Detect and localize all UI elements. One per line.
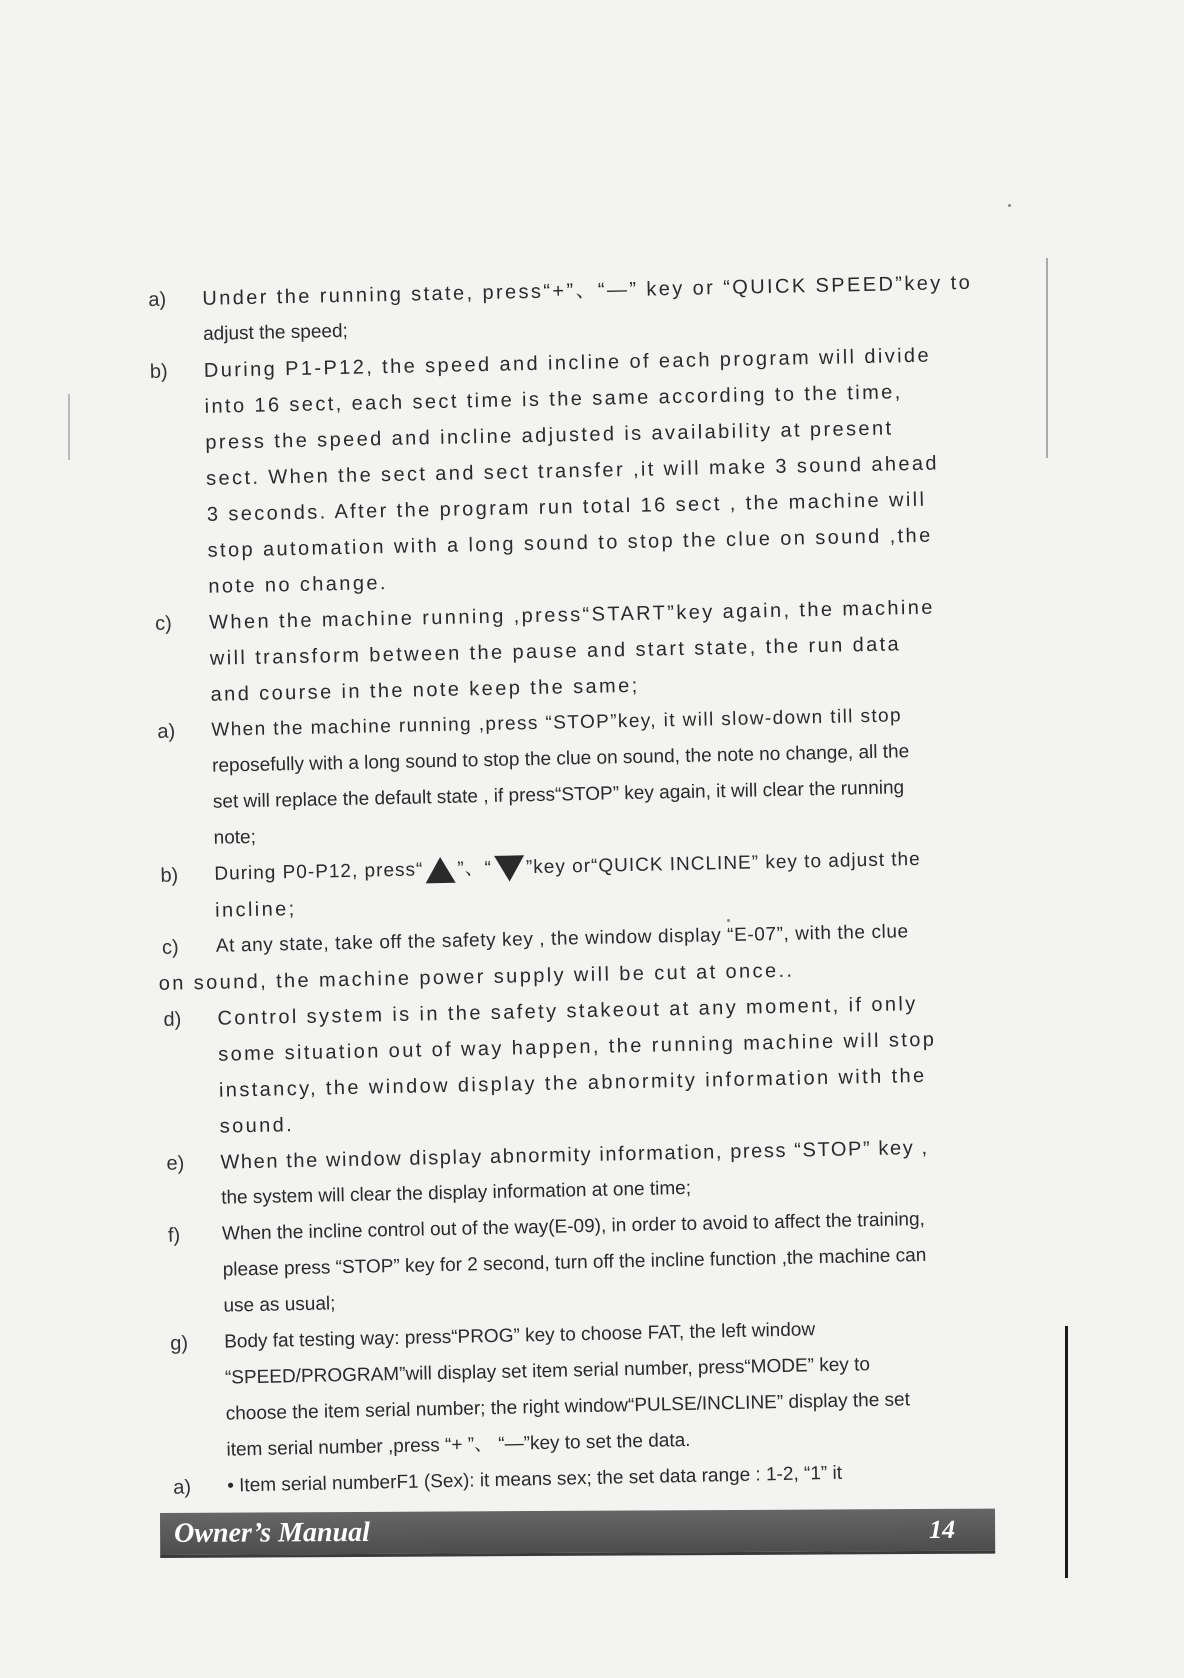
text-line: use as usual; (223, 1293, 336, 1317)
text-line: item serial number ,press “+ ”、 “—”key to set the data. (226, 1429, 691, 1461)
text-line: 3 seconds. After the program run total 16 sect , the machine will (206, 488, 927, 526)
text-line: into 16 sect, each sect time is the same according to the time, (204, 381, 903, 418)
text-line: At any state, take off the safety key , the window display “E-07”, with the clue (215, 921, 909, 957)
text-line: Under the running state, press“+”、“—” key or “QUICK SPEED”key to (202, 271, 973, 310)
text-fragment: ”key or“QUICK INCLINE” key to adjust the (525, 848, 921, 879)
text-line: note no change. (208, 572, 389, 598)
text-fragment: During P0-P12, press“ (214, 859, 424, 885)
item-marker: d) (163, 1008, 182, 1031)
item-marker: a) (157, 720, 176, 743)
text-line: please press “STOP” key for 2 second, turn off the incline function ,the machine can (222, 1244, 927, 1281)
list-item (163, 984, 996, 1145)
scan-mark-left (68, 394, 70, 460)
item-marker: f) (167, 1224, 181, 1247)
text-line: will transform between the pause and start state, the run data (209, 633, 902, 670)
scan-edge-line-bottom (1065, 1326, 1068, 1578)
text-line: • Item serial numberF1 (Sex): it means sex; the set data range : 1-2, “1” it (227, 1462, 843, 1497)
text-line: note; (213, 826, 257, 849)
text-line: sect. When the sect and sect transfer ,it will make 3 sound ahead (205, 452, 940, 490)
item-text (209, 589, 987, 713)
item-marker: c) (154, 612, 173, 635)
scan-edge-line (1046, 258, 1048, 458)
text-line: stop automation with a long sound to stop the clue on sound ,the (207, 524, 933, 562)
text-line: During P1-P12, the speed and incline of each program will divide (203, 344, 932, 382)
text-line: on sound, the machine power supply will be cut at once.. (158, 959, 795, 995)
text-line: Control system is in the safety stakeout at any moment, if only (217, 993, 918, 1030)
text-line: “SPEED/PROGRAM”will display set item serial number, press“MODE” key to (224, 1354, 871, 1389)
list-item (168, 1200, 1000, 1325)
text-line: incline; (214, 898, 297, 922)
list-item (150, 337, 985, 606)
page-number: 14 (929, 1514, 956, 1544)
text-line: When the machine running ,press “STOP”key, it will slow-down till stop (211, 705, 903, 741)
instructions-list (148, 265, 1003, 1506)
text-fragment: ”、“ (457, 857, 493, 880)
text-line: When the incline control out of the way(E-09), in order to avoid to affect the training, (221, 1208, 926, 1245)
text-line: and course in the note keep the same; (210, 674, 640, 706)
text-line: reposefully with a long sound to stop the clue on sound, the note no change, all the (211, 741, 910, 777)
item-marker: e) (166, 1152, 185, 1175)
text-line: choose the item serial number; the right window“PULSE/INCLINE” display the set (225, 1389, 911, 1425)
item-text (211, 697, 990, 857)
scan-speck (1008, 204, 1011, 207)
text-line: press the speed and incline adjusted is availability at present (205, 417, 894, 454)
text-line: set will replace the default state , if press“STOP” key again, it will clear the running (212, 777, 905, 813)
list-item (155, 589, 987, 714)
item-marker: b) (160, 864, 179, 887)
footer-bar (160, 1509, 995, 1558)
item-marker: a) (173, 1476, 192, 1499)
text-line: adjust the speed; (202, 320, 349, 345)
item-marker: b) (149, 360, 168, 383)
text-line: When the machine running ,press“START”key again, the machine (208, 596, 936, 634)
text-line: the system will clear the display information at one time; (220, 1177, 692, 1209)
text-line: Body fat testing way: press“PROG” key to choose FAT, the left window (223, 1319, 816, 1353)
item-marker: c) (161, 936, 179, 959)
triangle-up-icon (425, 857, 456, 884)
item-text (217, 984, 996, 1144)
item-marker: a) (148, 288, 167, 311)
triangle-down-icon (494, 855, 525, 882)
list-item (157, 697, 990, 858)
text-line: some situation out of way happen, the running machine will stop (217, 1028, 937, 1066)
list-item (170, 1308, 1003, 1469)
item-text (203, 337, 984, 605)
item-text (224, 1308, 1003, 1468)
item-text (222, 1200, 1000, 1324)
text-line: instancy, the window display the abnormity information with the (218, 1064, 927, 1102)
footer-title: Owner’s Manual (174, 1516, 370, 1549)
text-line: When the window display abnormity information, press “STOP” key , (220, 1136, 929, 1174)
item-marker: g) (170, 1332, 189, 1355)
text-line: sound. (219, 1114, 295, 1138)
